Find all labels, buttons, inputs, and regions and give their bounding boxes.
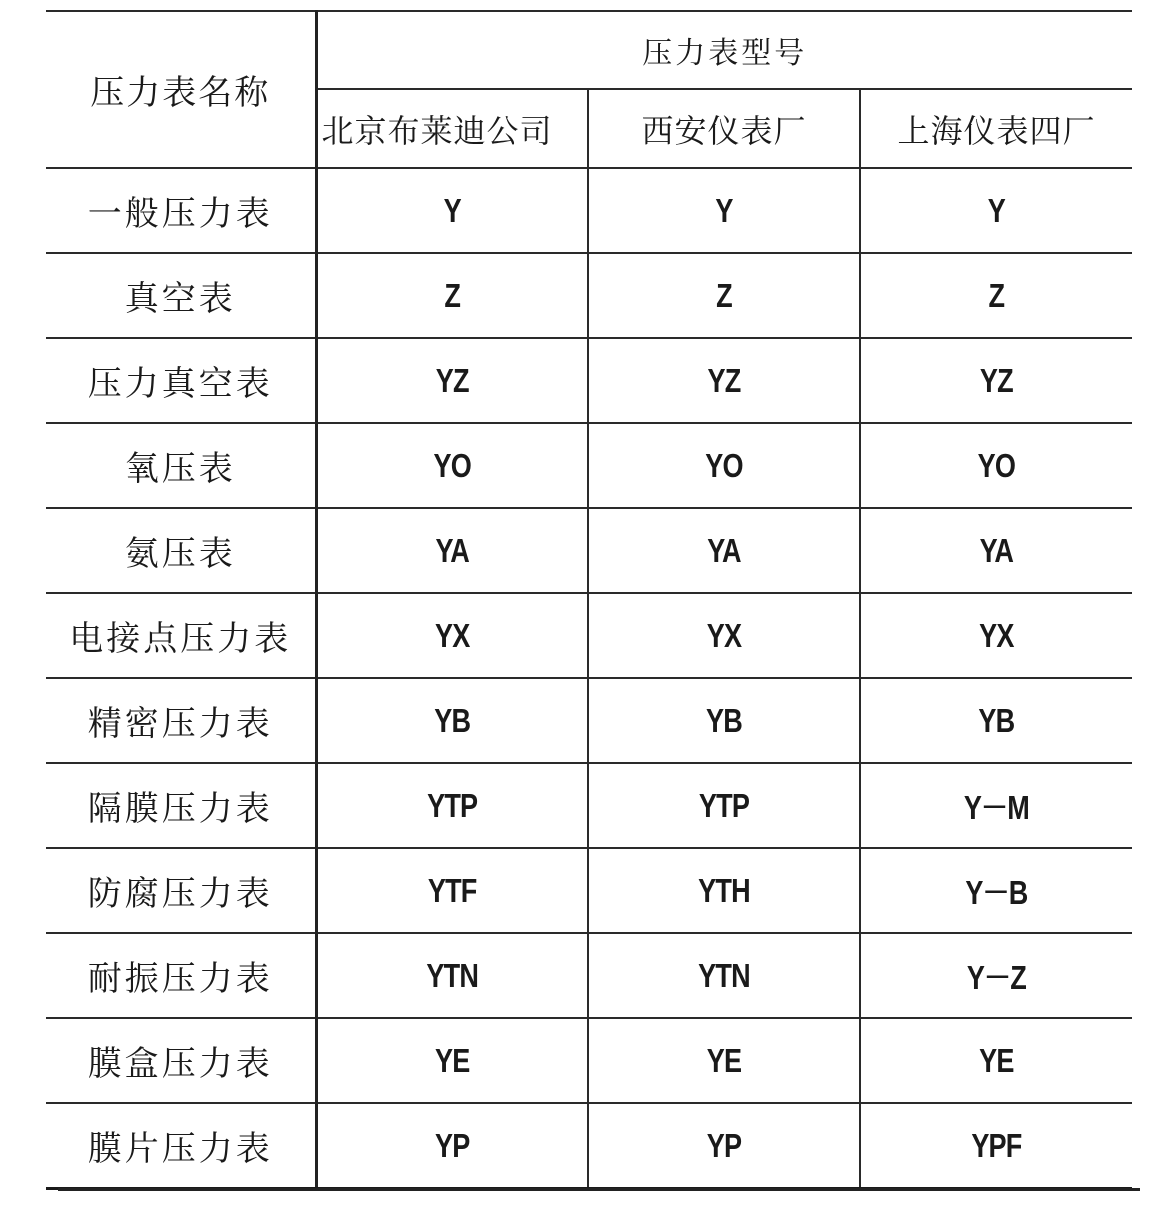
- table-row: [46, 168, 1132, 253]
- model-code-cell: YO: [340, 423, 563, 508]
- table-row: [46, 933, 1132, 1018]
- table-row: [46, 253, 1132, 338]
- model-code-cell: Y－B: [884, 848, 1107, 933]
- model-code-cell: YE: [612, 1018, 835, 1103]
- table-row: [46, 1103, 1132, 1189]
- model-code-cell: Y－M: [884, 763, 1107, 848]
- model-code-cell: YZ: [612, 338, 835, 423]
- model-code-cell: YO: [884, 423, 1107, 508]
- model-code-cell: Y－Z: [884, 933, 1107, 1018]
- model-code-cell: YTN: [612, 933, 835, 1018]
- model-code-cell: YTP: [612, 763, 835, 848]
- model-code-cell: YB: [340, 678, 563, 763]
- pressure-gauge-model-table: [46, 10, 1132, 1190]
- model-group-header: 压力表型号: [316, 11, 1132, 89]
- table-row: [46, 1018, 1132, 1103]
- manufacturer-header: 北京布莱迪公司: [316, 89, 588, 168]
- gauge-name-cell: 电接点压力表: [46, 593, 316, 678]
- model-code-cell: Z: [612, 253, 835, 338]
- gauge-name-cell: 压力真空表: [46, 338, 316, 423]
- table-row: [46, 593, 1132, 678]
- model-code-cell: Y: [340, 168, 563, 253]
- manufacturer-header: 西安仪表厂: [588, 89, 860, 168]
- model-code-cell: YE: [884, 1018, 1107, 1103]
- model-code-cell: YA: [340, 508, 563, 593]
- model-code-cell: YZ: [884, 338, 1107, 423]
- model-code-cell: Z: [884, 253, 1107, 338]
- gauge-name-cell: 氨压表: [46, 508, 316, 593]
- bottom-rule: [58, 1188, 1140, 1191]
- model-code-cell: Y: [884, 168, 1107, 253]
- model-code-cell: Z: [340, 253, 563, 338]
- manufacturer-header: 上海仪表四厂: [860, 89, 1132, 168]
- gauge-name-cell: 氧压表: [46, 423, 316, 508]
- model-code-cell: YA: [612, 508, 835, 593]
- table-row: [46, 338, 1132, 423]
- table-header: [46, 11, 1132, 168]
- model-code-cell: YE: [340, 1018, 563, 1103]
- model-code-cell: YZ: [340, 338, 563, 423]
- gauge-name-cell: 真空表: [46, 253, 316, 338]
- model-code-cell: YA: [884, 508, 1107, 593]
- model-code-cell: YPF: [884, 1103, 1107, 1189]
- model-code-cell: YTN: [340, 933, 563, 1018]
- model-code-cell: YTH: [612, 848, 835, 933]
- table-row: [46, 763, 1132, 848]
- gauge-name-cell: 膜盒压力表: [46, 1018, 316, 1103]
- gauge-name-cell: 一般压力表: [46, 168, 316, 253]
- gauge-name-cell: 隔膜压力表: [46, 763, 316, 848]
- gauge-name-cell: 精密压力表: [46, 678, 316, 763]
- model-code-cell: YTF: [340, 848, 563, 933]
- gauge-name-cell: 耐振压力表: [46, 933, 316, 1018]
- model-code-cell: YB: [884, 678, 1107, 763]
- model-code-cell: Y: [612, 168, 835, 253]
- table-body: [46, 168, 1132, 1189]
- model-code-cell: YX: [340, 593, 563, 678]
- name-column-header: 压力表名称: [46, 11, 316, 168]
- model-code-cell: YX: [884, 593, 1107, 678]
- table-row: [46, 423, 1132, 508]
- model-code-cell: YB: [612, 678, 835, 763]
- table-row: [46, 508, 1132, 593]
- model-code-cell: YX: [612, 593, 835, 678]
- gauge-name-cell: 膜片压力表: [46, 1103, 316, 1189]
- table-row: [46, 848, 1132, 933]
- table-row: [46, 678, 1132, 763]
- model-code-cell: YP: [340, 1103, 563, 1189]
- model-code-cell: YP: [612, 1103, 835, 1189]
- model-code-cell: YTP: [340, 763, 563, 848]
- gauge-name-cell: 防腐压力表: [46, 848, 316, 933]
- model-code-cell: YO: [612, 423, 835, 508]
